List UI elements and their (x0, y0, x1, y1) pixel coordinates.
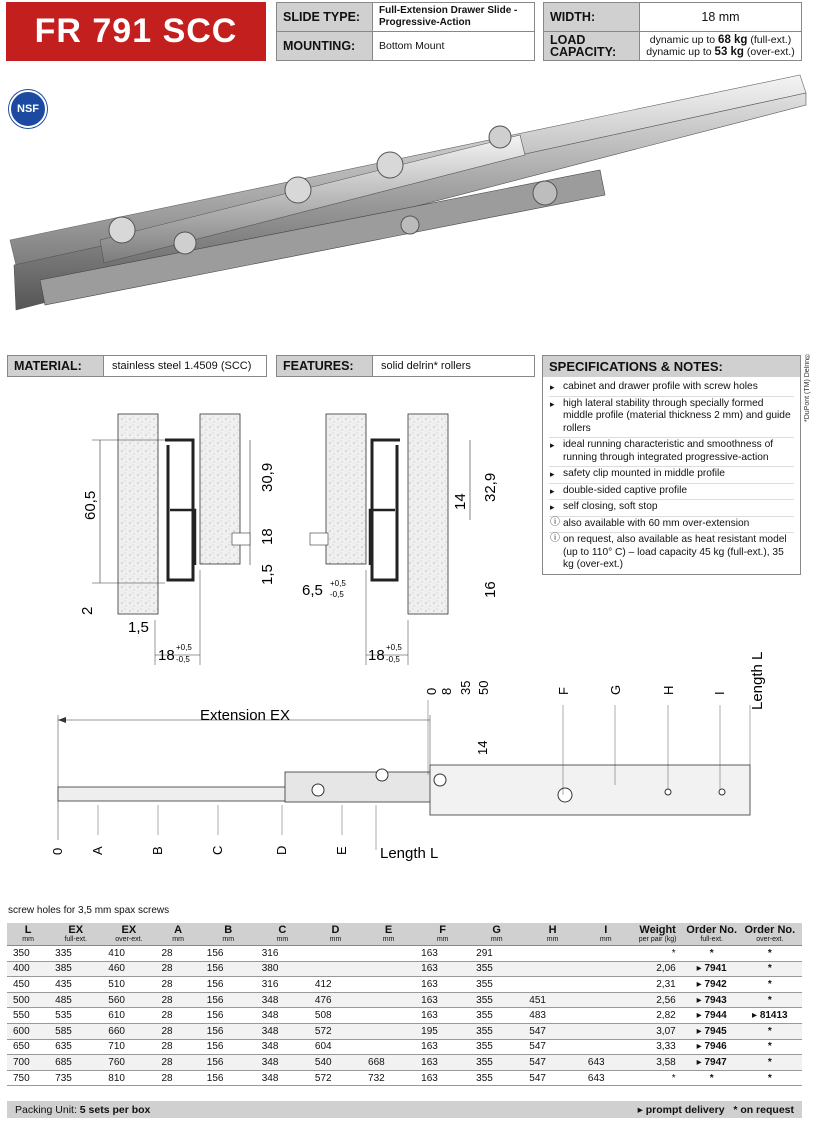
table-cell (523, 977, 582, 993)
table-cell: 685 (49, 1055, 102, 1071)
load-value: dynamic up to 68 kg (full-ext.) dynamic up to 53 kg (over-ext.) (640, 32, 802, 61)
table-cell (309, 961, 362, 977)
table-header-cell: Order No. over-ext. (738, 923, 802, 946)
table-cell: * (738, 1023, 802, 1039)
table-cell: 156 (201, 1055, 256, 1071)
tol-plus-left: +0,5 (176, 643, 192, 652)
table-cell: ▸ 7944 (686, 1008, 738, 1024)
table-cell: 476 (309, 992, 362, 1008)
table-row (7, 946, 802, 962)
dim-14-right: 14 (452, 493, 469, 510)
table-header-cell: G mm (470, 923, 523, 946)
mark-bottom-e: E (334, 846, 349, 855)
table-cell: 2,06 (630, 961, 686, 977)
table-cell (362, 961, 415, 977)
table-cell (523, 946, 582, 962)
dim-18w-right: 18 (368, 647, 385, 664)
table-cell: 355 (470, 1008, 523, 1024)
table-cell: 348 (256, 1008, 309, 1024)
table-cell: ▸ 81413 (738, 1008, 802, 1024)
table-cell: 163 (415, 1070, 470, 1086)
packing-unit: Packing Unit: 5 sets per box (15, 1103, 151, 1116)
tol-plus-right: +0,5 (386, 643, 402, 652)
table-cell: 163 (415, 961, 470, 977)
table-cell: 350 (7, 946, 49, 962)
table-cell: * (738, 946, 802, 962)
table-cell: 28 (155, 992, 200, 1008)
table-row (7, 992, 802, 1008)
table-cell (582, 1023, 630, 1039)
table-cell: 156 (201, 1070, 256, 1086)
table-body (7, 946, 802, 1086)
width-label: WIDTH: (544, 3, 640, 32)
table-cell: * (738, 961, 802, 977)
table-cell: 355 (470, 1039, 523, 1055)
table-header-cell: D mm (309, 923, 362, 946)
dim-14-side: 14 (475, 740, 490, 755)
table-cell: 156 (201, 1008, 256, 1024)
table-cell: 2,56 (630, 992, 686, 1008)
tol-plus-right-a: +0,5 (330, 579, 346, 588)
table-row (7, 1039, 802, 1055)
table-cell: 348 (256, 1023, 309, 1039)
table-cell: 355 (470, 977, 523, 993)
table-cell: 28 (155, 977, 200, 993)
length-bottom: Length L (380, 845, 439, 862)
table-cell: 28 (155, 1055, 200, 1071)
slide-type-value: Full-Extension Drawer Slide - Progressive-Action (373, 3, 535, 32)
table-cell: * (630, 946, 686, 962)
table-cell: 700 (7, 1055, 49, 1071)
side-view-drawing (0, 640, 819, 880)
table-cell: 435 (49, 977, 102, 993)
mark-bottom-a: A (90, 846, 105, 855)
table-cell: 500 (7, 992, 49, 1008)
table-cell: * (738, 1070, 802, 1086)
width-value: 18 mm (640, 3, 802, 32)
table-cell: 3,07 (630, 1023, 686, 1039)
table-cell: ▸ 7946 (686, 1039, 738, 1055)
table-cell: ▸ 7942 (686, 977, 738, 993)
cross-section-drawing (0, 400, 540, 680)
table-cell: ▸ 7945 (686, 1023, 738, 1039)
table-cell: 348 (256, 1039, 309, 1055)
table-cell: * (738, 1039, 802, 1055)
table-cell (362, 1023, 415, 1039)
table-cell: 760 (102, 1055, 155, 1071)
table-cell: 163 (415, 1039, 470, 1055)
specifications-list (543, 377, 800, 574)
table-header-cell: A mm (155, 923, 200, 946)
table-cell: 2,82 (630, 1008, 686, 1024)
table-cell: 547 (523, 1039, 582, 1055)
table-cell: 316 (256, 946, 309, 962)
extension-label: Extension EX (200, 707, 291, 724)
table-cell: 355 (470, 1023, 523, 1039)
table-cell: 508 (309, 1008, 362, 1024)
table-cell: 710 (102, 1039, 155, 1055)
dim-30-9: 30,9 (259, 462, 276, 492)
table-cell: 291 (470, 946, 523, 962)
table-cell: 28 (155, 1008, 200, 1024)
table-row (7, 1070, 802, 1086)
table-cell: 355 (470, 1055, 523, 1071)
mark-top-f: F (556, 687, 571, 695)
spec-item: ▸ safety clip mounted in middle profile (549, 467, 794, 484)
specifications-title: SPECIFICATIONS & NOTES: (543, 356, 800, 377)
table-cell: 156 (201, 1023, 256, 1039)
table-cell: 635 (49, 1039, 102, 1055)
mounting-label: MOUNTING: (277, 32, 373, 61)
table-cell: 483 (523, 1008, 582, 1024)
nsf-logo: NSF (9, 90, 47, 128)
table-cell: 732 (362, 1070, 415, 1086)
dim-1-5a: 1,5 (259, 564, 276, 585)
length-top: Length L (749, 651, 766, 710)
table-header-cell: EX over-ext. (102, 923, 155, 946)
table-cell: * (738, 1055, 802, 1071)
slide-illustration (0, 65, 819, 345)
table-cell: 451 (523, 992, 582, 1008)
tol-minus-left: -0,5 (176, 655, 190, 664)
table-row (7, 961, 802, 977)
table-cell (362, 1008, 415, 1024)
mark-bottom-c: C (210, 845, 225, 855)
table-cell: 585 (49, 1023, 102, 1039)
table-cell: 450 (7, 977, 49, 993)
mark-bottom-0: 0 (50, 847, 65, 855)
table-cell: 348 (256, 992, 309, 1008)
table-cell: 156 (201, 977, 256, 993)
table-cell: 572 (309, 1070, 362, 1086)
dim-18w-left: 18 (158, 647, 175, 664)
table-header-cell: B mm (201, 923, 256, 946)
spec-item: ▸ double-sided captive profile (549, 484, 794, 501)
spec-item: ▸ high lateral stability through specially formed middle profile (material thickness 2 mm) and guide rollers (549, 397, 794, 439)
spec-item: ▸ ideal running characteristic and smoothness of running through integrated progressive-action (549, 438, 794, 467)
table-header-cell: Weight per pair (kg) (630, 923, 686, 946)
type-table (276, 2, 535, 61)
table-cell (582, 992, 630, 1008)
table-cell: 163 (415, 946, 470, 962)
spec-note: ⓘ on request, also available as heat resistant model (up to 110° C) – load capacity 45 kg (full-ext.), 35 kg (over-ext.) (549, 533, 794, 574)
table-cell: * (630, 1070, 686, 1086)
table-cell: 750 (7, 1070, 49, 1086)
table-cell: 385 (49, 961, 102, 977)
table-cell: ▸ 7941 (686, 961, 738, 977)
table-cell: 540 (309, 1055, 362, 1071)
mark-bottom-d: D (274, 845, 289, 855)
table-cell: 163 (415, 1008, 470, 1024)
table-cell (362, 977, 415, 993)
table-cell: 410 (102, 946, 155, 962)
table-cell: 735 (49, 1070, 102, 1086)
table-header-cell: EX full-ext. (49, 923, 102, 946)
table-footer (7, 1101, 802, 1118)
mark-top-0: 0 (424, 687, 439, 695)
table-cell: 28 (155, 1070, 200, 1086)
table-cell (582, 961, 630, 977)
specifications-box (542, 355, 801, 575)
table-cell: 355 (470, 961, 523, 977)
table-cell: 510 (102, 977, 155, 993)
mark-top-i: I (712, 691, 727, 695)
table-row (7, 977, 802, 993)
table-cell: * (738, 992, 802, 1008)
table-cell: 650 (7, 1039, 49, 1055)
table-cell (582, 977, 630, 993)
table-cell: 604 (309, 1039, 362, 1055)
material-bar (7, 355, 267, 377)
table-row (7, 1055, 802, 1071)
dim-32-9: 32,9 (482, 472, 499, 502)
table-cell: 28 (155, 1023, 200, 1039)
table-header-cell: Order No. full-ext. (686, 923, 738, 946)
table-cell: 156 (201, 992, 256, 1008)
table-cell: 600 (7, 1023, 49, 1039)
table-cell: 810 (102, 1070, 155, 1086)
dimensions-table (7, 923, 802, 1086)
table-header-cell: C mm (256, 923, 309, 946)
table-cell (582, 1008, 630, 1024)
table-header-cell: L mm (7, 923, 49, 946)
features-label: FEATURES: (277, 356, 373, 376)
table-cell: 610 (102, 1008, 155, 1024)
legend: ▸ prompt delivery * on request (637, 1103, 794, 1116)
dim-60-5: 60,5 (82, 490, 99, 520)
table-cell: 560 (102, 992, 155, 1008)
mark-top-8: 8 (439, 687, 454, 695)
trademark-note: *DuPont (TM) Delrin® (804, 352, 811, 423)
table-cell: 412 (309, 977, 362, 993)
table-cell: 3,33 (630, 1039, 686, 1055)
table-cell: 156 (201, 946, 256, 962)
load-label: LOAD CAPACITY: (544, 32, 640, 61)
screw-note: screw holes for 3,5 mm spax screws (8, 905, 170, 916)
table-cell: ▸ 7947 (686, 1055, 738, 1071)
table-cell: 348 (256, 1070, 309, 1086)
table-cell (362, 946, 415, 962)
table-cell: 460 (102, 961, 155, 977)
table-cell: 355 (470, 1070, 523, 1086)
dim-6-5: 6,5 (302, 582, 323, 599)
table-cell: 550 (7, 1008, 49, 1024)
table-cell: * (738, 977, 802, 993)
table-cell: 643 (582, 1070, 630, 1086)
table-header-cell: H mm (523, 923, 582, 946)
table-cell (582, 946, 630, 962)
table-cell: * (686, 946, 738, 962)
tol-minus-right: -0,5 (386, 655, 400, 664)
dim-2: 2 (79, 606, 96, 615)
table-cell (362, 1039, 415, 1055)
table-cell: 643 (582, 1055, 630, 1071)
spec-item: ▸ cabinet and drawer profile with screw holes (549, 380, 794, 397)
table-cell: 28 (155, 961, 200, 977)
material-value: stainless steel 1.4509 (SCC) (112, 360, 252, 372)
capacity-table (543, 2, 802, 61)
tol-minus-right-a: -0,5 (330, 590, 344, 599)
table-header-row (7, 923, 802, 946)
dim-16: 16 (482, 581, 499, 598)
mounting-value: Bottom Mount (373, 32, 535, 61)
table-cell: 535 (49, 1008, 102, 1024)
table-cell: 335 (49, 946, 102, 962)
mark-bottom-b: B (150, 846, 165, 855)
material-label: MATERIAL: (8, 356, 104, 376)
table-row (7, 1023, 802, 1039)
table-cell: 400 (7, 961, 49, 977)
dim-18: 18 (259, 528, 276, 545)
table-cell: 547 (523, 1023, 582, 1039)
table-cell: 163 (415, 1055, 470, 1071)
table-cell (309, 946, 362, 962)
product-title: FR 791 SCC (6, 2, 266, 61)
features-value: solid delrin* rollers (381, 360, 471, 372)
mark-top-50: 50 (476, 680, 491, 695)
spec-item: ▸ self closing, soft stop (549, 500, 794, 517)
mark-top-35: 35 (458, 680, 473, 695)
spec-note: ⓘ also available with 60 mm over-extension (549, 517, 794, 534)
table-cell: 547 (523, 1070, 582, 1086)
dim-1-5b: 1,5 (128, 619, 149, 636)
table-cell: 156 (201, 961, 256, 977)
table-cell: 163 (415, 977, 470, 993)
table-cell: 28 (155, 946, 200, 962)
table-cell: 163 (415, 992, 470, 1008)
table-cell: 660 (102, 1023, 155, 1039)
table-cell: 195 (415, 1023, 470, 1039)
table-cell: 348 (256, 1055, 309, 1071)
table-cell: 316 (256, 977, 309, 993)
mark-top-h: H (661, 685, 676, 695)
table-cell: 156 (201, 1039, 256, 1055)
table-cell: 572 (309, 1023, 362, 1039)
table-cell (582, 1039, 630, 1055)
mark-top-g: G (608, 684, 623, 695)
table-cell: 380 (256, 961, 309, 977)
table-header-cell: E mm (362, 923, 415, 946)
table-header-cell: I mm (582, 923, 630, 946)
table-cell: 355 (470, 992, 523, 1008)
table-cell: 3,58 (630, 1055, 686, 1071)
table-cell: 547 (523, 1055, 582, 1071)
table-cell: 668 (362, 1055, 415, 1071)
features-bar (276, 355, 535, 377)
table-cell: * (686, 1070, 738, 1086)
table-cell: 28 (155, 1039, 200, 1055)
table-cell (362, 992, 415, 1008)
table-cell: 485 (49, 992, 102, 1008)
table-row (7, 1008, 802, 1024)
table-cell (523, 961, 582, 977)
table-header-cell: F mm (415, 923, 470, 946)
table-cell: 2,31 (630, 977, 686, 993)
slide-type-label: SLIDE TYPE: (277, 3, 373, 32)
table-cell: ▸ 7943 (686, 992, 738, 1008)
